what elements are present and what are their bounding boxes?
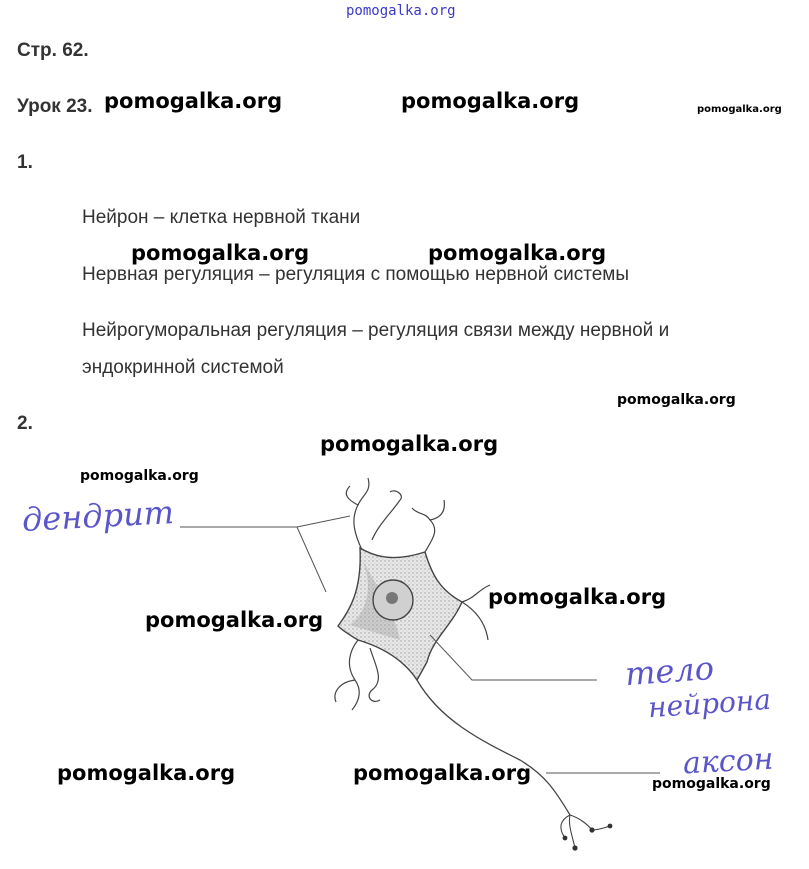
watermark: pomogalka.org — [401, 89, 580, 113]
watermark: pomogalka.org — [652, 776, 771, 792]
label-body-line2: нейрона — [646, 682, 772, 725]
watermark: pomogalka.org — [131, 241, 310, 265]
watermark: pomogalka.org — [80, 468, 199, 484]
nucleolus — [386, 592, 398, 604]
top-watermark: pomogalka.org — [346, 3, 456, 19]
watermark: pomogalka.org — [104, 89, 283, 113]
definition-neuron: Нейрон – клетка нервной ткани — [82, 207, 361, 228]
definition-neurohumoral-line2: эндокринной системой — [82, 357, 284, 378]
axon — [417, 680, 570, 815]
watermark: pomogalka.org — [617, 392, 736, 408]
watermark: pomogalka.org — [428, 241, 607, 265]
watermark: pomogalka.org — [697, 104, 782, 115]
label-body-line1: тело — [623, 648, 716, 694]
page-number: Стр. 62. — [17, 40, 89, 61]
label-dendrites: дендрит — [21, 493, 175, 539]
watermark: pomogalka.org — [353, 761, 532, 785]
definition-nervous-regulation: Нервная регуляция – регуляция с помощью нервной системы — [82, 264, 629, 285]
watermark: pomogalka.org — [488, 585, 667, 609]
watermark: pomogalka.org — [320, 432, 499, 456]
label-axon: аксон — [682, 741, 775, 782]
task-2-number: 2. — [17, 413, 33, 434]
axon-terminals — [561, 815, 610, 848]
lesson-title: Урок 23. — [17, 96, 93, 117]
task-1-number: 1. — [17, 152, 33, 173]
watermark: pomogalka.org — [57, 761, 236, 785]
definition-neurohumoral-line1: Нейрогуморальная регуляция – регуляция связи между нервной и — [82, 320, 670, 341]
watermark: pomogalka.org — [145, 608, 324, 632]
